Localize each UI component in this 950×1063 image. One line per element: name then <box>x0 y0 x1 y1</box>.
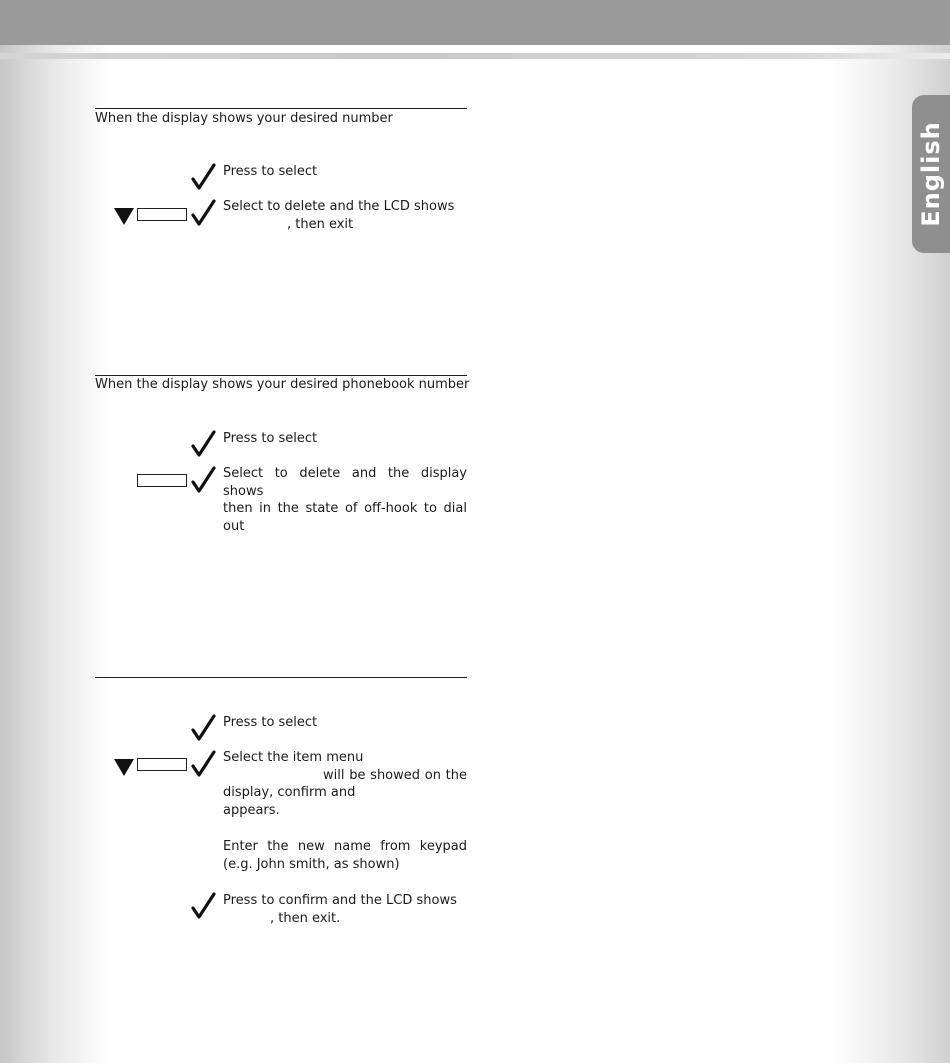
section3-step1-text: Press to select <box>223 715 318 730</box>
key-box <box>137 758 187 771</box>
check-icon <box>190 713 218 743</box>
down-arrow-icon <box>114 759 134 776</box>
check-icon <box>190 429 218 459</box>
section3-step2-text <box>223 749 467 819</box>
section1-step1-text: Press to select <box>223 164 318 179</box>
check-icon <box>190 749 218 779</box>
section3-step4-line2 <box>223 910 467 928</box>
section3-step3-text: Enter the new name from keypad (e.g. John smith, as shown) <box>223 839 467 872</box>
section2-heading: When the display shows your desired phonebook number <box>95 377 470 392</box>
language-tab-label: English <box>917 121 945 227</box>
section3-step4-line2-text: , then exit. <box>270 910 341 926</box>
section2-step2-text <box>223 465 467 535</box>
header-bar <box>0 0 950 45</box>
section1-step2-line2-text: , then exit <box>287 216 354 232</box>
section1-step2-line2 <box>223 216 467 234</box>
down-arrow-icon <box>114 208 134 225</box>
section3-step4-text <box>223 892 467 927</box>
section2-step1-text: Press to select <box>223 431 318 446</box>
check-icon <box>190 465 218 495</box>
section3-step2-line2 <box>223 767 467 802</box>
section3-step2-line2-text: will be showed on the display, confirm and <box>223 767 467 800</box>
check-icon <box>190 162 218 192</box>
section1-rule <box>95 108 467 109</box>
section1-step2-line1: Select to delete and the LCD shows <box>223 199 455 214</box>
section1-step2-text <box>223 198 467 233</box>
key-box <box>137 208 187 221</box>
check-icon <box>190 891 218 921</box>
section3-step2-line1: Select the item menu <box>223 750 364 765</box>
section3-step4-line1: Press to confirm and the LCD shows <box>223 893 457 908</box>
section2-step2-line1: Select to delete and the display shows <box>223 466 467 499</box>
check-icon <box>190 198 218 228</box>
section3-step2-line3: appears. <box>223 802 280 818</box>
header-stripe <box>0 53 950 59</box>
section1-heading: When the display shows your desired number <box>95 111 393 126</box>
key-box <box>137 474 187 487</box>
section3-rule <box>95 677 467 678</box>
language-tab <box>912 95 950 253</box>
section2-step2-line2: then in the state of off-hook to dial out <box>223 501 467 534</box>
